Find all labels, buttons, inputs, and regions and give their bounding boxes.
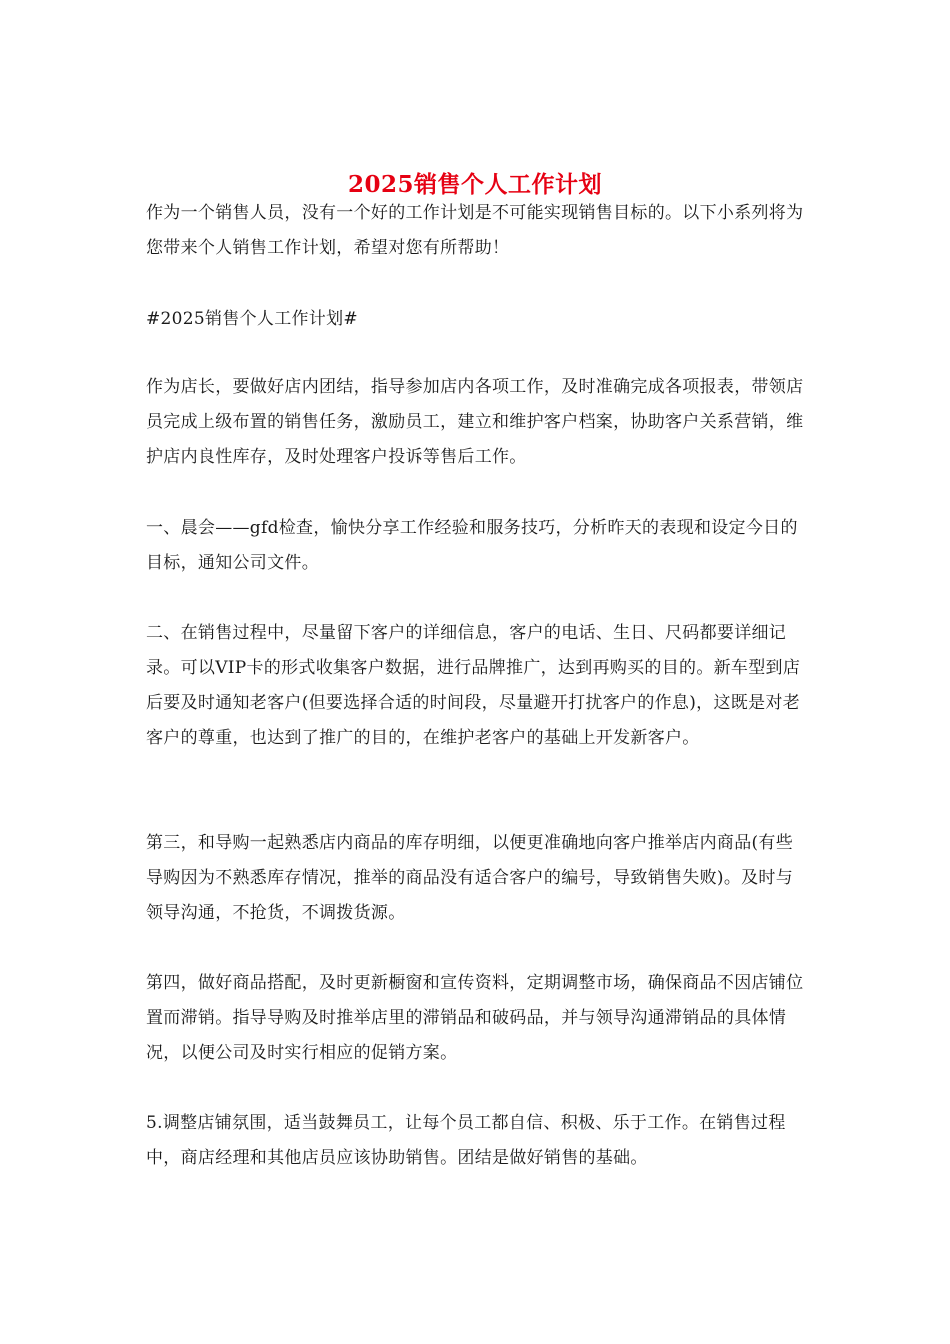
paragraph-customer-info: 二、在销售过程中，尽量留下客户的详细信息，客户的电话、生日、尺码都要详细记录。可以VIP卡的形式收集客户数据，进行品牌推广，达到再购买的目的。新车型到店后要及时通知老客户(但要选择合适的时间段，尽量避开打扰客户的作息)，这既是对老客户的尊重，也达到了推广的目的，在维护老客户的基础上开发新客户。 — [146, 623, 801, 748]
paragraph-store-manager-duties: 作为店长，要做好店内团结，指导参加店内各项工作，及时准确完成各项报表，带领店员完成上级布置的销售任务，激励员工，建立和维护客户档案，协助客户关系营销，维护店内良性库存，及时处理客户投诉等售后工作。 — [146, 377, 804, 467]
document-title: 2025销售个人工作计划 — [347, 171, 602, 199]
paragraph-hashtag: #2025销售个人工作计划# — [146, 309, 358, 329]
paragraph-intro: 作为一个销售人员，没有一个好的工作计划是不可能实现销售目标的。以下小系列将为您带来个人销售工作计划，希望对您有所帮助！ — [146, 203, 804, 258]
paragraph-merchandising: 第四，做好商品搭配，及时更新橱窗和宣传资料，定期调整市场，确保商品不因店铺位置而滞销。指导导购及时推举店里的滞销品和破码品，并与领导沟通滞销品的具体情况，以便公司及时实行相应的促销方案。 — [146, 973, 804, 1063]
paragraph-inventory: 第三，和导购一起熟悉店内商品的库存明细，以便更准确地向客户推举店内商品(有些导购因为不熟悉库存情况，推举的商品没有适合客户的编号，导致销售失败)。及时与领导沟通，不抢货，不调拨货源。 — [146, 833, 794, 923]
paragraph-morning-meeting: 一、晨会——gfd检查，愉快分享工作经验和服务技巧，分析昨天的表现和设定今日的目标，通知公司文件。 — [146, 518, 798, 573]
paragraph-store-atmosphere: 5.调整店铺氛围，适当鼓舞员工，让每个员工都自信、积极、乐于工作。在销售过程中，商店经理和其他店员应该协助销售。团结是做好销售的基础。 — [146, 1113, 786, 1168]
